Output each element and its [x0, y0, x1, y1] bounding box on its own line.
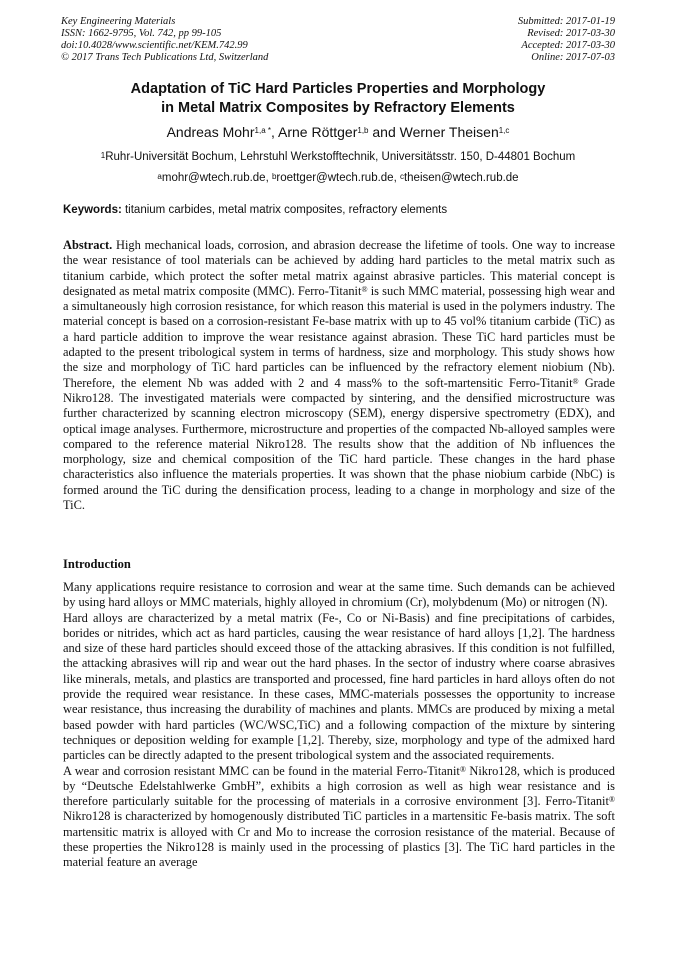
date-submitted: Submitted: 2017-01-19 [517, 16, 615, 27]
author-separator: and [368, 124, 400, 140]
intro-paragraph-2: Hard alloys are characterized by a metal matrix (Fe-, Co or Ni-Basis) and fine precipitations of carbides, borides or nitrides, which act as hard particles, causing the wear resistance of hard alloys [1,2]. The hardness and size of these hard particles should exceed those of the attacking abrasives. If this condition is not fulfilled, the attacking abrasives will rip and wear out the hard phases. In the sector of industry where coarse abrasives like minerals, metals, and plastics are transported and processed, fine hard particles in hard alloys often do not provide the required wear resistance. In these cases, MMC-materials possesses the opportunity to increase wear resistance, thus increasing the durability of machines and plants. MMCs are produced by mixing a metal based powder with hard particles (WC/WSC,TiC) and a following compaction of the mixture by sintering techniques or deposition welding for example [1,2]. Thereby, size, morphology and type of the admixed hard particles can be directly adapted to the present tribological system and the associated requirements. [63, 610, 615, 763]
abstract-paragraph [63, 238, 615, 513]
intro-text: Nikro128 is characterized by homogenously distributed TiC particles in a martensitic Fe-basis matrix. The soft martensitic matrix is alloyed with Cr and Mo to increase the corrosion resistance of the material. Because of these properties the Nikro128 is mainly used in the processing of plastics [3]. The TiC hard particles in the material feature an average [63, 809, 615, 870]
journal-doi: doi:10.4028/www.scientific.net/KEM.742.99 [61, 40, 248, 51]
author-list [61, 122, 615, 142]
email-mark: c [399, 172, 404, 181]
abstract-text: is such MMC material, possessing high wear and a simultaneously high corrosion resistance, for which reason this material is used in the polymers industry. The material concept is based on a corrosion-resistant Fe-base matrix with up to 45 vol% titanium carbide (TiC) as a hard particle addition to improve the wear resistance against abrasion. These TiC hard particles must be adapted to the present tribological system in terms of hardness, size and morphology. This study shows how the size and morphology of TiC hard particles can be influenced by the refractory element niobium (Nb). Therefore, the element Nb was added with 2 and 4 mass% to the soft-martensitic Ferro-Titanit [63, 283, 616, 390]
author-affil-mark: 1,c [498, 126, 510, 135]
publication-dates [518, 16, 615, 64]
journal-issn: ISSN: 1662-9795, Vol. 742, pp 99-105 [61, 28, 222, 39]
date-revised: Revised: 2017-03-30 [527, 28, 615, 39]
keywords-label: Keywords: [63, 204, 122, 216]
author-separator: , [270, 124, 278, 140]
keywords [63, 202, 615, 218]
intro-paragraph-1: Many applications require resistance to corrosion and wear at the same time. Such demands can be achieved by using hard alloys or MMC materials, highly alloyed in chromium (Cr), molybdenum (Mo) or nitrogen (N). [63, 580, 615, 610]
email-link[interactable]: theisen@wtech.rub.de [403, 172, 519, 184]
title-line-1: Adaptation of TiC Hard Particles Properties and Morphology [130, 81, 546, 97]
registered-mark: ® [572, 376, 579, 386]
registered-mark: ® [459, 764, 466, 774]
abstract-label: Abstract. [63, 238, 113, 252]
affiliation-text: Ruhr-Universität Bochum, Lehrstuhl Werkstofftechnik, Universitätsstr. 150, D-44801 Bochum [105, 151, 576, 163]
author-affil-mark: 1,b [357, 126, 369, 135]
author-emails [61, 170, 615, 186]
email-link[interactable]: mohr@wtech.rub.de, [161, 172, 272, 184]
email-mark: a [157, 172, 162, 181]
registered-mark: ® [361, 284, 368, 294]
intro-text: A wear and corrosion resistant MMC can be found in the material Ferro-Titanit [63, 763, 460, 778]
date-accepted: Accepted: 2017-03-30 [521, 40, 615, 51]
author-name: Arne Röttger [278, 124, 358, 140]
journal-name: Key Engineering Materials [61, 16, 176, 27]
email-link[interactable]: roettger@wtech.rub.de, [276, 172, 400, 184]
abstract-text: High mechanical loads, corrosion, and abrasion decrease the lifetime of tools. One way to increase the wear resistance of tool materials can be achieved by adding hard particles to the metal matrix such as titanium carbide, which protect the softer metal matrix against abrasive particles. This material concept is designated as metal matrix composite (MMC). Ferro-Titanit [63, 238, 615, 298]
journal-info [61, 16, 268, 64]
intro-text: Nikro128, which is produced by “Deutsche Edelstahlwerke GmbH”, exhibits a high corrosion as well as high wear resistance and is therefore particularly suitable for the processing of materials in a corrosive environment [3]. Ferro-Titanit [63, 763, 615, 809]
keywords-text: titanium carbides, metal matrix composites, refractory elements [121, 204, 448, 216]
email-mark: b [271, 172, 277, 181]
abstract-text: Grade Nikro128. The investigated materials were compacted by sintering, and the densified microstructure was further characterized by scanning electron microscopy (SEM), energy dispersive spectrometry (EDX), and optical image analyses. Furthermore, microstructure and properties of the compacted Nb-alloyed samples were compared to the reference material Nikro128. The results show that the addition of Nb influences the morphology, size and chemical composition of the TiC hard particle. These changes in the hard phase characteristics also influence the materials properties. It was shown that the phase niobium carbide (NbC) is formed around the TiC during the densification process, leading to a change in morphology and size of the TiC. [63, 375, 615, 513]
title-line-2: in Metal Matrix Composites by Refractory Elements [161, 100, 515, 116]
affiliation-mark: 1 [100, 151, 106, 160]
registered-mark: ® [608, 795, 615, 805]
abstract [63, 238, 615, 513]
date-online: Online: 2017-07-03 [531, 52, 615, 63]
affiliation [61, 149, 615, 165]
author-affil-mark: 1,a * [254, 126, 271, 135]
author-name: Andreas Mohr [166, 124, 255, 140]
intro-paragraph-3 [63, 764, 615, 871]
journal-copyright: © 2017 Trans Tech Publications Ltd, Switzerland [61, 52, 269, 63]
author-name: Werner Theisen [399, 124, 499, 140]
paper-title [61, 80, 615, 118]
introduction-body [63, 580, 615, 871]
section-heading-introduction: Introduction [63, 557, 131, 571]
